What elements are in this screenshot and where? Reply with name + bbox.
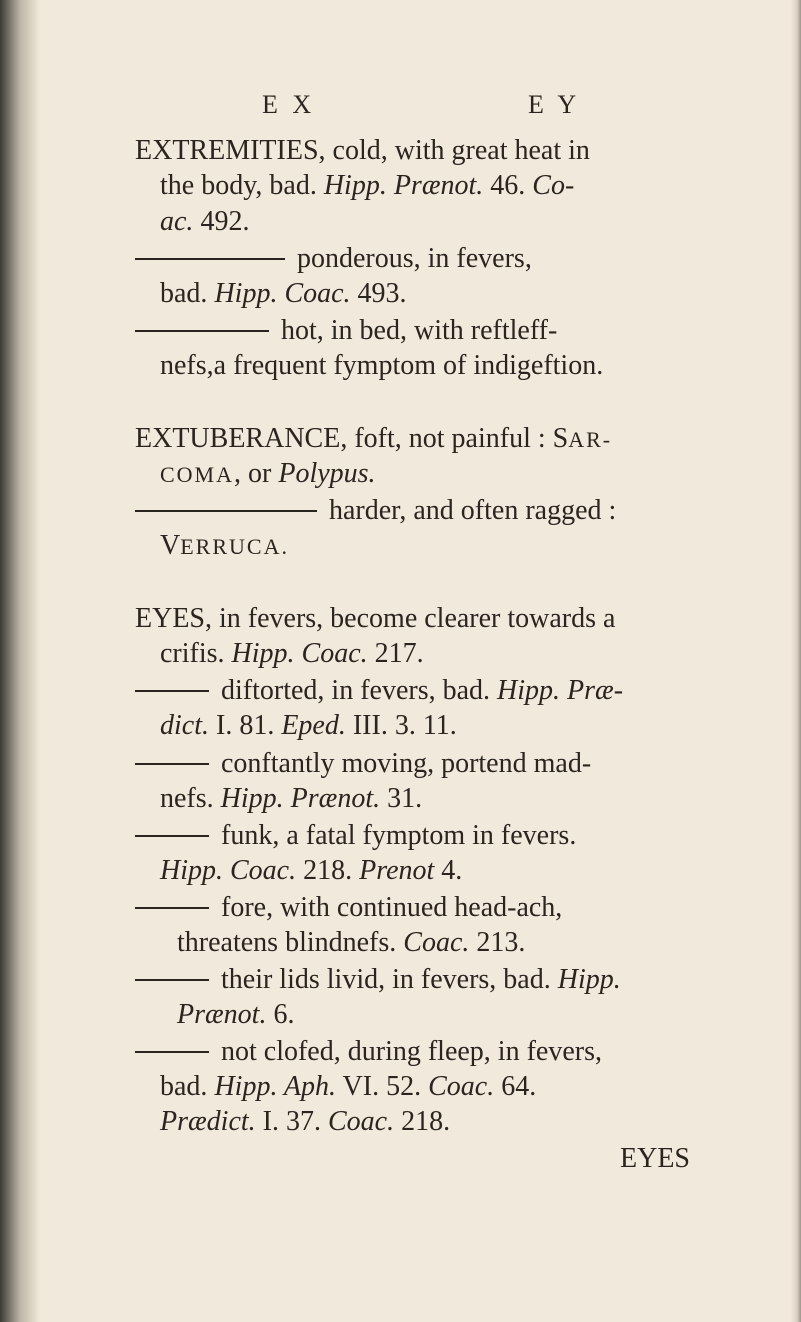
entry-text: hot, in bed, with reftleff- [281, 315, 558, 346]
entry-text: COMA [160, 462, 235, 487]
citation: Coac. [428, 1071, 495, 1102]
citation: Hipp. Coac. [160, 855, 297, 886]
entry-text: 31. [380, 783, 423, 814]
ditto-rule [135, 258, 285, 260]
entry-line [135, 605, 615, 633]
ditto-rule [135, 1051, 209, 1053]
citation: Coac. [328, 1106, 395, 1137]
citation: Eped. [281, 710, 346, 741]
running-head-left: E X [262, 90, 316, 119]
entry-text: V [160, 530, 181, 561]
entry-line [135, 894, 562, 922]
citation: ac. [160, 206, 194, 237]
entry-line [135, 1038, 602, 1066]
citation: Hipp. [557, 964, 621, 995]
entry-text: 64. [494, 1071, 537, 1102]
entry-text: 217. [367, 638, 424, 669]
entry-text: 213. [469, 927, 526, 958]
entry-line [160, 280, 407, 308]
citation: Co- [532, 170, 575, 201]
entry-line [135, 966, 621, 994]
citation: Prædict. [160, 1106, 256, 1137]
entry-text: the body, bad. [160, 170, 324, 201]
entry-text: 46. [483, 170, 533, 201]
entry-line [135, 677, 623, 705]
entry-text: ERRUCA. [180, 534, 289, 559]
entry-text: their lids livid, in fevers, bad. [221, 964, 558, 995]
entry-line [160, 352, 603, 380]
citation: Hipp. Aph. [214, 1071, 337, 1102]
entry-line [160, 1108, 450, 1136]
citation: Hipp. Coac. [231, 638, 368, 669]
entry-text: not clofed, during fleep, in fevers, [221, 1036, 602, 1067]
citation: Hipp. Prænot. [323, 170, 484, 201]
entry-text: bad. [160, 278, 215, 309]
entry-line [135, 425, 612, 453]
entry-line [177, 1001, 294, 1029]
entry-text: threatens blindnefs. [177, 927, 404, 958]
entry-text: 4. [434, 855, 463, 886]
entry-line [177, 929, 525, 957]
citation: Coac. [403, 927, 470, 958]
entry-line [160, 172, 574, 200]
entry-text: harder, and often ragged : [329, 495, 617, 526]
entry-line [135, 317, 557, 345]
entry-text: I. 81. [209, 710, 282, 741]
citation: Prænot. [177, 999, 267, 1030]
entry-text: nefs,a frequent fymptom of indigeftion. [160, 350, 604, 381]
entry-text: , or [234, 458, 279, 489]
entry-text: 218. [394, 1106, 451, 1137]
ditto-rule [135, 690, 209, 692]
entry-text: fore, with continued head-ach, [221, 892, 563, 923]
entry-line [135, 245, 532, 273]
entry-text: 218. [296, 855, 360, 886]
entry-text: I. 37. [255, 1106, 328, 1137]
entry-text: conftantly moving, portend mad- [221, 748, 592, 779]
citation: Hipp. Prænot. [220, 783, 381, 814]
entry-text: EXTUBERANCE, foft, not painful : S [135, 423, 569, 454]
entry-line [135, 497, 616, 525]
entry-line [160, 857, 462, 885]
entry-text: diftorted, in fevers, bad. [221, 675, 498, 706]
entry-text: 492. [193, 206, 250, 237]
entry-text: EXTREMITIES, cold, with great heat in [135, 135, 590, 166]
ditto-rule [135, 835, 209, 837]
ditto-rule [135, 330, 269, 332]
entry-line [160, 1073, 536, 1101]
entry-line [160, 460, 376, 488]
entry-text: 493. [350, 278, 407, 309]
entry-line [135, 822, 576, 850]
entry-text: III. 3. 11. [345, 710, 457, 741]
entry-text: 6. [266, 999, 295, 1030]
entry-text: AR- [568, 427, 613, 452]
citation: Hipp. Coac. [214, 278, 351, 309]
entry-text: EYES, in fevers, become clearer towards a [135, 603, 616, 634]
ditto-rule [135, 763, 209, 765]
catchword: EYES [620, 1143, 690, 1174]
citation: dict. [160, 710, 209, 741]
entry-line [160, 640, 424, 668]
running-head-right: E Y [528, 90, 581, 119]
citation: Hipp. Præ- [497, 675, 624, 706]
entry-line [160, 712, 457, 740]
ditto-rule [135, 907, 209, 909]
ditto-rule [135, 510, 317, 512]
entry-text: crifis. [160, 638, 232, 669]
citation: Prenot [359, 855, 435, 886]
entry-line [135, 137, 590, 165]
entry-line [160, 208, 249, 236]
entry-line [160, 785, 422, 813]
entry-text: funk, a fatal fymptom in fevers. [221, 820, 577, 851]
entry-text: VI. 52. [336, 1071, 429, 1102]
citation: Polypus. [278, 458, 376, 489]
entry-line [135, 750, 591, 778]
entry-line [160, 532, 289, 560]
entry-text: ponderous, in fevers, [297, 243, 532, 274]
ditto-rule [135, 979, 209, 981]
entry-text: nefs. [160, 783, 221, 814]
entry-text: bad. [160, 1071, 215, 1102]
